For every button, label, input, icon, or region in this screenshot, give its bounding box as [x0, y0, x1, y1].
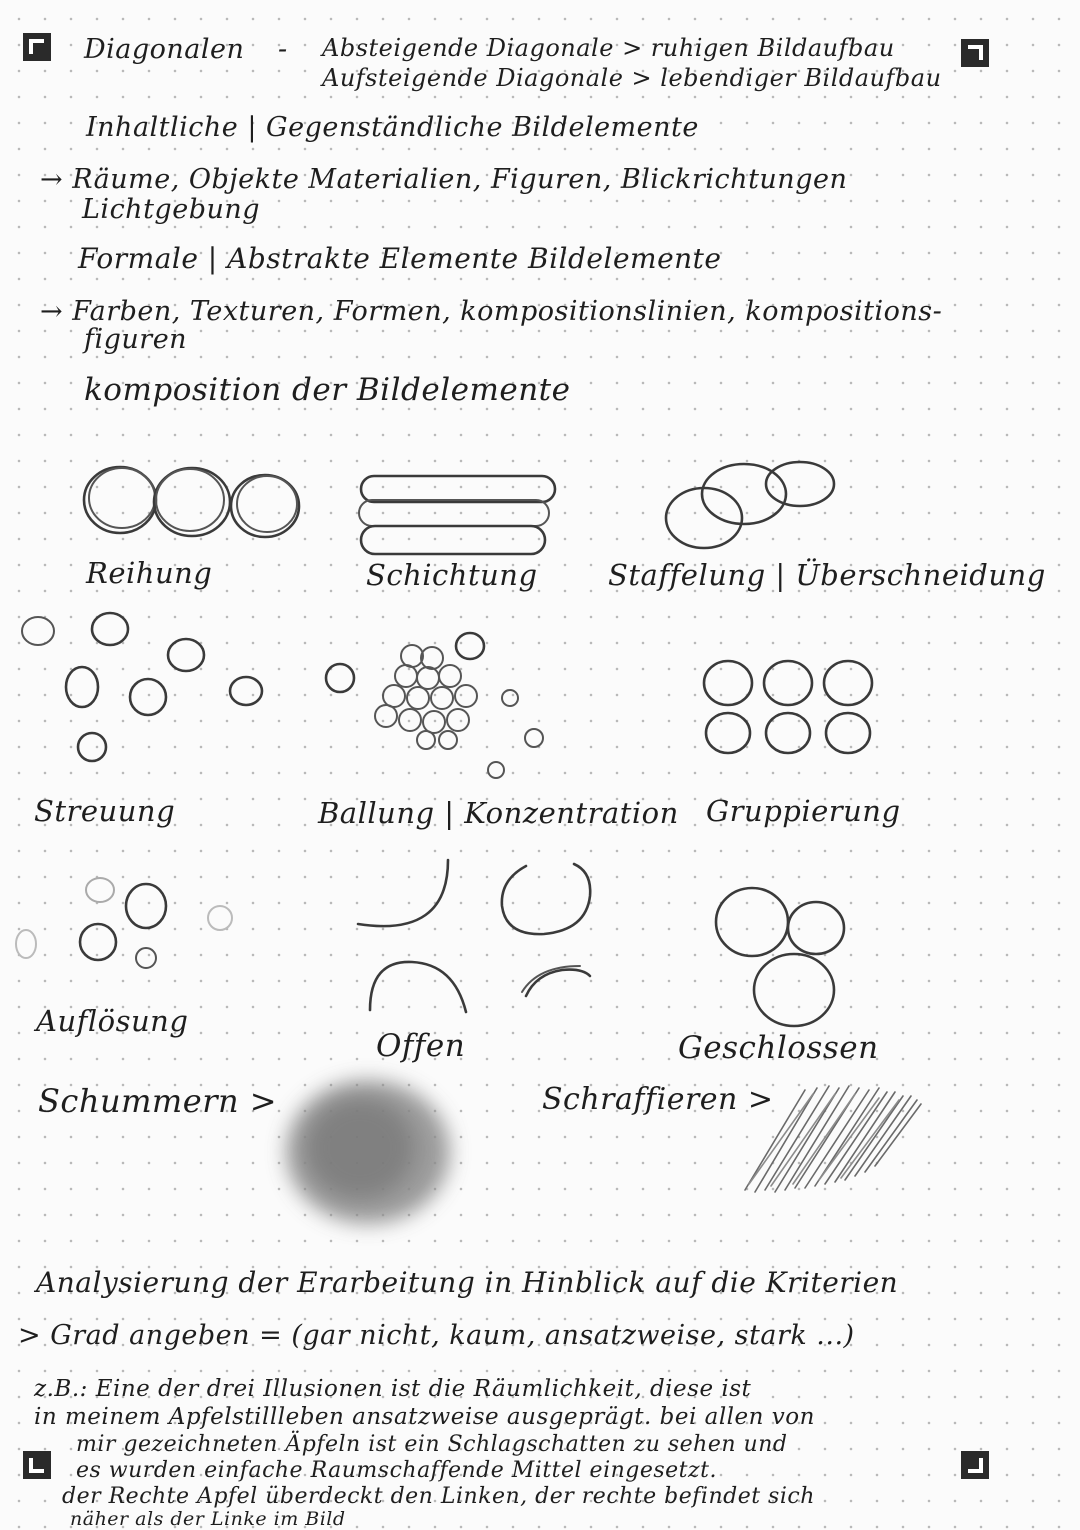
diagonal-line-1: Absteigende Diagonale > ruhigen Bildaufbau [322, 34, 895, 62]
label-aufloesung: Auflösung [36, 1004, 189, 1038]
staffelung-sketch [660, 460, 840, 555]
analysis-example-line-3: mir gezeichneten Äpfeln ist ein Schlagschatten zu sehen und [76, 1432, 788, 1457]
offen-sketch [350, 850, 610, 1020]
content-list-line-1: → Räume, Objekte Materialien, Figuren, Blickrichtungen [40, 164, 848, 195]
label-geschlossen: Geschlossen [678, 1030, 879, 1066]
schichtung-sketch [355, 470, 565, 570]
formal-heading: Formale | Abstrakte Elemente Bildelemente [78, 242, 722, 275]
topic-title: Diagonalen [84, 34, 245, 65]
geschlossen-sketch [710, 880, 870, 1030]
label-reihung: Reihung [86, 556, 213, 590]
content-list-line-2: Lichtgebung [82, 194, 261, 225]
streuung-sketch [10, 605, 280, 775]
analysis-example-line-4: es wurden einfache Raumschaffende Mittel eingesetzt. [76, 1458, 717, 1483]
topic-dash: - [278, 34, 288, 65]
diagonal-line-2: Aufsteigende Diagonale > lebendiger Bildaufbau [322, 64, 942, 92]
analysis-example-line-2: in meinem Apfelstillleben ansatzweise ausgeprägt. bei allen von [34, 1404, 815, 1430]
label-ballung: Ballung | Konzentration [318, 796, 679, 830]
analysis-heading: Analysierung der Erarbeitung in Hinblick auf die Kriterien [36, 1266, 899, 1299]
label-schichtung: Schichtung [366, 558, 538, 592]
analysis-example-line-5: der Rechte Apfel überdeckt den Linken, der rechte befindet sich [62, 1484, 815, 1509]
formal-list-line-1: → Farben, Texturen, Formen, kompositionslinien, kompositions- [40, 296, 943, 327]
label-staffelung: Staffelung | Überschneidung [608, 558, 1046, 592]
label-schummern: Schummern > [38, 1082, 278, 1120]
label-schraffieren: Schraffieren > [542, 1082, 774, 1117]
ballung-sketch [320, 630, 560, 780]
analysis-example-line-6: näher als der Linke im Bild [70, 1508, 346, 1530]
analysis-example-line-1: z.B.: Eine der drei Illusionen ist die Räumlichkeit, diese ist [34, 1376, 752, 1402]
content-heading: Inhaltliche | Gegenständliche Bildelemente [86, 112, 699, 143]
corner-bottom-left-icon [22, 1450, 52, 1480]
gruppierung-sketch [700, 655, 890, 755]
label-offen: Offen [376, 1028, 466, 1064]
corner-top-right-icon [960, 38, 990, 68]
schraffieren-hatching [735, 1080, 925, 1195]
reihung-sketch [80, 460, 310, 540]
aufloesung-sketch [20, 872, 250, 972]
composition-heading: komposition der Bildelemente [84, 372, 571, 408]
corner-top-left-icon [22, 32, 52, 62]
schummern-shading [270, 1062, 470, 1242]
label-gruppierung: Gruppierung [706, 794, 901, 828]
corner-bottom-right-icon [960, 1450, 990, 1480]
analysis-grad: > Grad angeben = (gar nicht, kaum, ansatzweise, stark ...) [18, 1320, 855, 1351]
formal-list-line-2: figuren [84, 324, 188, 355]
label-streuung: Streuung [34, 794, 176, 828]
